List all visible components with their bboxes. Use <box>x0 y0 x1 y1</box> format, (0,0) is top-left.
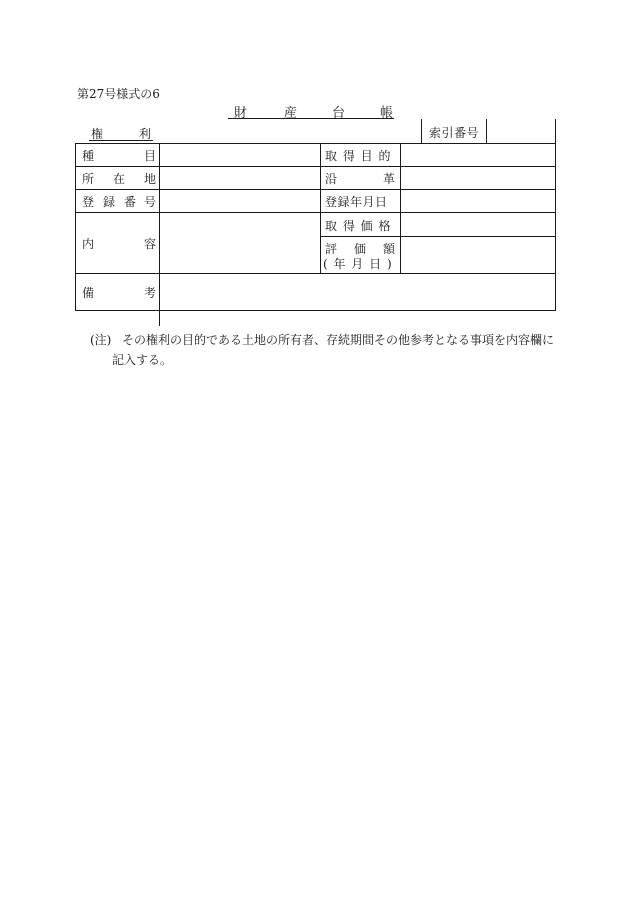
label-toroku-bango: 登 録 番 号 <box>82 195 157 209</box>
document-title <box>228 102 394 121</box>
label-shutoku-mokuteki: 取 得 目 的 <box>325 149 392 163</box>
label-toroku-nengappi: 登録年月日 <box>325 195 388 209</box>
footnote-line-2: 記入する。 <box>112 353 173 367</box>
index-box-left-line <box>421 119 422 143</box>
label-shozaichi: 所 在 地 <box>82 172 157 186</box>
form-number: 第27号様式の6 <box>77 87 160 101</box>
label-shutoku-kakaku: 取 得 価 格 <box>325 219 392 233</box>
index-number-label: 索引番号 <box>429 126 480 140</box>
footnote-line-1: その権利の目的である土地の所有者、存続期間その他参考となる事項を内容欄に <box>122 333 555 347</box>
label-enkaku: 沿 革 <box>325 172 396 186</box>
category-label <box>89 125 153 140</box>
category-char: 権 <box>91 127 104 141</box>
label-hyokagaku: 評 価 額 <box>325 242 396 256</box>
label-naiyo: 内 容 <box>82 237 157 251</box>
category-char: 利 <box>139 127 152 141</box>
index-box-right-line <box>555 119 556 143</box>
label-shumoku: 種 目 <box>82 149 157 163</box>
title-char: 産 <box>284 106 298 121</box>
title-char: 財 <box>234 106 248 121</box>
index-box-mid-line <box>486 119 487 143</box>
footnote-lead: (注) <box>90 333 112 347</box>
title-char: 台 <box>332 106 346 121</box>
label-hyokagaku-date: ( 年 月 日 ) <box>323 257 393 271</box>
label-biko: 備 考 <box>82 286 157 300</box>
title-char: 帳 <box>380 106 394 121</box>
